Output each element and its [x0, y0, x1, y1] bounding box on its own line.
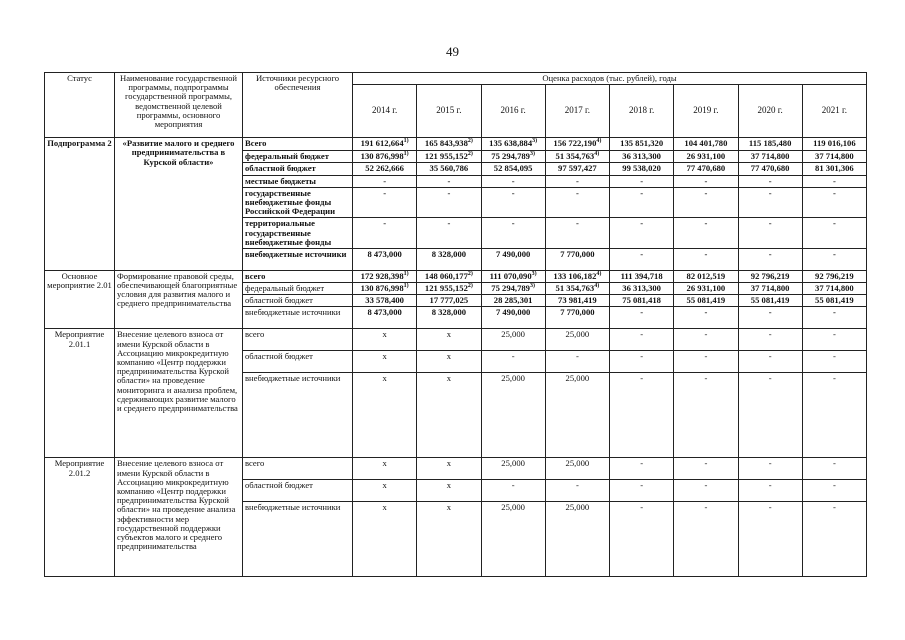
value-cell: -: [481, 480, 545, 502]
value-cell: -: [417, 175, 481, 187]
value-cell: -: [353, 218, 417, 249]
value-cell: -: [545, 351, 609, 373]
value-text: 104 401,780: [684, 138, 728, 149]
value-cell: -: [610, 373, 674, 458]
value-text: 130 876,998: [360, 283, 404, 294]
value-text: 148 060,177: [424, 270, 468, 281]
value-cell: -: [802, 307, 866, 329]
value-cell: x: [417, 502, 481, 577]
header-year: 2020 г.: [738, 85, 802, 138]
value-cell: [417, 270, 481, 282]
value-cell: [481, 138, 545, 151]
value-cell: -: [610, 307, 674, 329]
value-cell: 52 854,095: [481, 163, 545, 175]
header-year: 2019 г.: [674, 85, 738, 138]
value-cell: 28 285,301: [481, 295, 545, 307]
value-cell: -: [738, 175, 802, 187]
value-cell: -: [802, 329, 866, 351]
value-cell: -: [481, 187, 545, 218]
value-cell: 77 470,680: [738, 163, 802, 175]
value-cell: -: [674, 458, 738, 480]
value-cell: -: [674, 175, 738, 187]
value-cell: [481, 151, 545, 163]
source-label: внебюджетные источники: [243, 307, 353, 329]
value-cell: -: [738, 187, 802, 218]
value-text: 82 012,519: [686, 270, 726, 281]
value-cell: 73 981,419: [545, 295, 609, 307]
value-text: 135 638,884: [489, 138, 533, 149]
value-text: 75 294,789: [491, 283, 530, 294]
source-label: всего: [243, 270, 353, 282]
value-cell: [481, 283, 545, 295]
value-cell: x: [417, 373, 481, 458]
header-name: Наименование государственной программы, подпрограммы государственной программы, ведомственной целевой программы, основного мероприятия: [115, 73, 243, 138]
value-cell: -: [802, 248, 866, 270]
row-status: Основное мероприятие 2.01: [45, 270, 115, 329]
value-cell: 7 770,000: [545, 248, 609, 270]
value-cell: 25,000: [481, 329, 545, 351]
page-number: 49: [446, 44, 459, 59]
value-cell: -: [738, 502, 802, 577]
header-year: 2017 г.: [545, 85, 609, 138]
value-text: 51 354,763: [555, 151, 595, 162]
value-cell: [610, 283, 674, 295]
value-cell: 8 473,000: [353, 307, 417, 329]
value-cell: 7 770,000: [545, 307, 609, 329]
source-label: внебюджетные источники: [243, 502, 353, 577]
value-text: 121 955,152: [424, 151, 468, 162]
value-cell: -: [674, 218, 738, 249]
value-cell: -: [738, 351, 802, 373]
footnote-mark: 3): [531, 271, 537, 278]
value-text: 37 714,800: [815, 151, 854, 162]
value-cell: -: [738, 480, 802, 502]
value-text: 36 313,300: [622, 283, 661, 294]
footnote-mark: 2): [467, 271, 473, 278]
value-cell: -: [802, 458, 866, 480]
value-text: 37 714,800: [750, 283, 790, 294]
source-label: областной бюджет: [243, 351, 353, 373]
value-cell: -: [738, 218, 802, 249]
value-cell: -: [545, 218, 609, 249]
value-cell: x: [417, 351, 481, 373]
value-cell: x: [353, 458, 417, 480]
value-cell: -: [674, 329, 738, 351]
value-cell: [353, 283, 417, 295]
header-estimate: Оценка расходов (тыс. рублей), годы: [353, 73, 867, 85]
source-label: федеральный бюджет: [243, 283, 353, 295]
value-text: 111 070,090: [489, 270, 532, 281]
source-label: областной бюджет: [243, 480, 353, 502]
value-text: 130 876,998: [360, 151, 404, 162]
value-cell: -: [353, 187, 417, 218]
value-cell: [417, 151, 481, 163]
header-year: 2018 г.: [610, 85, 674, 138]
value-text: 75 294,789: [491, 151, 530, 162]
value-cell: 33 578,400: [353, 295, 417, 307]
source-label: областной бюджет: [243, 295, 353, 307]
value-cell: 25,000: [545, 329, 609, 351]
value-cell: [353, 151, 417, 163]
value-cell: 75 081,418: [610, 295, 674, 307]
footnote-mark: 4): [596, 271, 602, 278]
value-cell: 7 490,000: [481, 248, 545, 270]
value-cell: -: [674, 351, 738, 373]
value-cell: 25,000: [545, 373, 609, 458]
value-cell: -: [674, 307, 738, 329]
row-name: «Развитие малого и среднего предпринимательства в Курской области»: [115, 138, 243, 271]
value-text: 92 796,219: [750, 270, 790, 281]
value-cell: -: [481, 351, 545, 373]
value-cell: x: [353, 373, 417, 458]
value-cell: -: [738, 458, 802, 480]
source-label: государственные внебюджетные фонды Российской Федерации: [243, 187, 353, 218]
value-cell: 25,000: [481, 373, 545, 458]
footnote-mark: 2): [467, 151, 473, 158]
footnote-mark: 2): [467, 138, 473, 145]
value-cell: 8 328,000: [417, 248, 481, 270]
value-cell: -: [802, 218, 866, 249]
source-label: всего: [243, 458, 353, 480]
value-cell: -: [674, 502, 738, 577]
table-row: [45, 458, 867, 480]
value-cell: -: [802, 373, 866, 458]
header-source: Источники ресурсного обеспечения: [243, 73, 353, 138]
source-label: внебюджетные источники: [243, 248, 353, 270]
value-cell: [674, 283, 738, 295]
value-cell: [545, 138, 609, 151]
footnote-mark: 1): [403, 283, 409, 290]
footnote-mark: 1): [403, 271, 409, 278]
row-name: Внесение целевого взноса от имени Курской области в Ассоциацию микрокредитную компанию «Центр поддержки предпринимательства Курской области» на проведение мониторинга и анализа проблем, сдерживающих развитие малого и среднего предпринимательства: [115, 329, 243, 458]
value-cell: 81 301,306: [802, 163, 866, 175]
value-cell: [481, 270, 545, 282]
value-text: 191 612,664: [360, 138, 404, 149]
value-text: 51 354,763: [555, 283, 595, 294]
table-row: [45, 329, 867, 351]
footnote-mark: 4): [594, 283, 600, 290]
value-cell: -: [545, 480, 609, 502]
value-cell: -: [610, 175, 674, 187]
value-text: 26 931,100: [686, 151, 726, 162]
value-cell: -: [610, 502, 674, 577]
source-label: территориальные государственные внебюджетные фонды: [243, 218, 353, 249]
value-text: 119 016,106: [813, 138, 856, 149]
value-cell: -: [417, 218, 481, 249]
value-cell: [802, 283, 866, 295]
value-text: 133 106,182: [553, 270, 597, 281]
value-text: 111 394,718: [620, 270, 663, 281]
value-cell: [802, 270, 866, 282]
value-cell: -: [802, 351, 866, 373]
source-label: областной бюджет: [243, 163, 353, 175]
source-label: Всего: [243, 138, 353, 151]
row-name: Формирование правовой среды, обеспечивающей благоприятные условия для развития малого и среднего предпринимательства: [115, 270, 243, 329]
value-cell: 25,000: [481, 458, 545, 480]
value-cell: -: [610, 248, 674, 270]
value-text: 165 843,938: [424, 138, 468, 149]
footnote-mark: 3): [532, 138, 538, 145]
value-cell: -: [674, 373, 738, 458]
value-cell: -: [738, 307, 802, 329]
value-cell: 77 470,680: [674, 163, 738, 175]
value-cell: -: [610, 329, 674, 351]
value-cell: 8 328,000: [417, 307, 481, 329]
value-cell: -: [610, 187, 674, 218]
value-cell: -: [738, 248, 802, 270]
source-label: всего: [243, 329, 353, 351]
source-label: федеральный бюджет: [243, 151, 353, 163]
value-cell: x: [353, 480, 417, 502]
value-cell: [738, 138, 802, 151]
value-cell: 99 538,020: [610, 163, 674, 175]
footnote-mark: 1): [403, 151, 409, 158]
value-cell: -: [802, 480, 866, 502]
value-cell: [610, 138, 674, 151]
value-cell: [738, 270, 802, 282]
value-cell: 35 560,786: [417, 163, 481, 175]
value-text: 36 313,300: [622, 151, 661, 162]
value-cell: 55 081,419: [738, 295, 802, 307]
value-cell: [610, 270, 674, 282]
value-text: 37 714,800: [815, 283, 854, 294]
value-cell: -: [610, 458, 674, 480]
value-cell: [417, 138, 481, 151]
value-cell: [545, 151, 609, 163]
value-cell: [738, 283, 802, 295]
value-text: 135 851,320: [620, 138, 664, 149]
value-cell: 17 777,025: [417, 295, 481, 307]
value-cell: 25,000: [545, 502, 609, 577]
footnote-mark: 4): [594, 151, 600, 158]
value-cell: -: [610, 218, 674, 249]
row-name: Внесение целевого взноса от имени Курской области в Ассоциацию микрокредитную компанию «Центр поддержки предпринимательства Курской области» на проведение анализа эффективности мер государственной поддержки субъектов малого и среднего предпринимательства: [115, 458, 243, 577]
value-cell: -: [802, 187, 866, 218]
header-status: Статус: [45, 73, 115, 138]
value-cell: 55 081,419: [674, 295, 738, 307]
header-year: 2014 г.: [353, 85, 417, 138]
footnote-mark: 3): [529, 283, 535, 290]
value-text: 26 931,100: [686, 283, 726, 294]
value-cell: -: [802, 175, 866, 187]
value-cell: [545, 283, 609, 295]
value-cell: [802, 151, 866, 163]
table-row: [45, 138, 867, 151]
value-cell: x: [353, 502, 417, 577]
value-text: 172 928,398: [360, 270, 404, 281]
header-year: 2016 г.: [481, 85, 545, 138]
row-status: Мероприятие 2.01.2: [45, 458, 115, 577]
value-cell: x: [353, 329, 417, 351]
value-text: 121 955,152: [424, 283, 468, 294]
value-cell: -: [610, 351, 674, 373]
value-cell: -: [738, 329, 802, 351]
table-row: [45, 270, 867, 282]
row-status: Мероприятие 2.01.1: [45, 329, 115, 458]
value-cell: [802, 138, 866, 151]
value-cell: x: [353, 351, 417, 373]
value-cell: 7 490,000: [481, 307, 545, 329]
value-cell: -: [545, 187, 609, 218]
value-text: 115 185,480: [748, 138, 792, 149]
value-cell: -: [545, 175, 609, 187]
value-cell: [610, 151, 674, 163]
footnote-mark: 2): [467, 283, 473, 290]
value-cell: -: [610, 480, 674, 502]
value-cell: -: [481, 218, 545, 249]
value-cell: x: [417, 329, 481, 351]
value-cell: [353, 270, 417, 282]
source-label: внебюджетные источники: [243, 373, 353, 458]
header-year: 2021 г.: [802, 85, 866, 138]
value-cell: [417, 283, 481, 295]
value-text: 37 714,800: [750, 151, 790, 162]
value-cell: 25,000: [481, 502, 545, 577]
value-cell: -: [674, 480, 738, 502]
resource-table: [44, 72, 867, 577]
value-cell: [674, 270, 738, 282]
value-cell: 97 597,427: [545, 163, 609, 175]
value-cell: x: [417, 458, 481, 480]
header-year: 2015 г.: [417, 85, 481, 138]
value-cell: 52 262,666: [353, 163, 417, 175]
footnote-mark: 4): [596, 138, 602, 145]
value-text: 156 722,190: [553, 138, 597, 149]
value-text: 92 796,219: [815, 270, 854, 281]
value-cell: -: [353, 175, 417, 187]
value-cell: -: [481, 175, 545, 187]
value-cell: [738, 151, 802, 163]
value-cell: [545, 270, 609, 282]
value-cell: 55 081,419: [802, 295, 866, 307]
row-status: Подпрограмма 2: [45, 138, 115, 271]
value-cell: -: [738, 373, 802, 458]
source-label: местные бюджеты: [243, 175, 353, 187]
value-cell: -: [417, 187, 481, 218]
value-cell: x: [417, 480, 481, 502]
footnote-mark: 1): [403, 138, 409, 145]
value-cell: 8 473,000: [353, 248, 417, 270]
value-cell: 25,000: [545, 458, 609, 480]
value-cell: -: [802, 502, 866, 577]
value-cell: [674, 151, 738, 163]
value-cell: [353, 138, 417, 151]
footnote-mark: 3): [529, 151, 535, 158]
value-cell: [674, 138, 738, 151]
value-cell: -: [674, 187, 738, 218]
value-cell: -: [674, 248, 738, 270]
